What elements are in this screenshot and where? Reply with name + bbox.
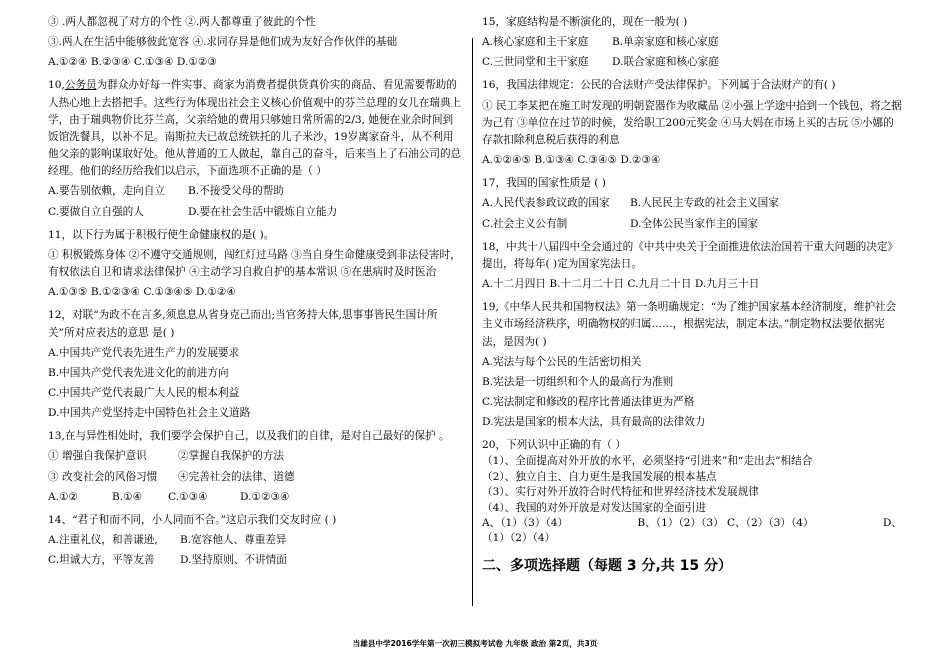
q13-statement-2: ②掌握自我保护的方法 (178, 450, 284, 463)
q17-option-b: B.人民民主专政的社会主义国家 (630, 197, 779, 210)
q12-option-c: C.中国共产党代表最广大人民的根本利益 (48, 386, 240, 399)
q15-option-a: A.核心家庭和主干家庭 (482, 36, 589, 49)
question-15-options-row-1 (482, 34, 902, 51)
question-13-statements-row-1 (48, 448, 463, 465)
question-10-options-row-1 (48, 183, 463, 200)
column-divider (472, 38, 473, 606)
q10-option-a: A.要告别依赖，走向自立 (48, 185, 165, 198)
question-18-stem: 18，中共十八届四中全会通过的《中共中央关于全面推进依法治国若干重大问题的决定》提出，将每年( )定为国家宪法日。 (482, 240, 899, 270)
q10-option-c: C.要做自立自强的人 (48, 205, 144, 218)
question-18-answer-choices: A.十二月四日 B.十二月二十日 C.九月二十日 D.九月三十日 (482, 278, 760, 291)
q17-option-d: D.全体公民当家作主的国家 (630, 217, 759, 230)
q13-statement-3: ③ 改变社会的风俗习惯 (48, 470, 158, 483)
q19-option-b: B.宪法是一切组织和个人的最高行为准则 (482, 375, 674, 388)
q10-option-d: D.要在社会生活中锻炼自立能力 (188, 205, 338, 218)
q13-option-d: D.①②③④ (240, 490, 290, 503)
q20-option-d-continued: （1）（2）（4） (482, 532, 556, 545)
q12-option-d: D.中国共产党坚持走中国特色社会主义道路 (48, 407, 251, 420)
q12-option-a: A.中国共产党代表先进生产力的发展要求 (48, 346, 240, 359)
question-16-stem: 16，我国法律规定：公民的合法财产受法律保护。下列属于合法财产的有( ) (482, 79, 836, 92)
question-16-statements: ① 民工李某把在施工时发现的明朝瓷器作为收藏品 ②小强上学途中拾到一个钱包，将之据为己有 ③单位在过节的时候，发给职工200元奖金 ④马大妈在市场上买的古玩 ⑤小娜的存款扣除利息税后获得的利息 (482, 99, 902, 146)
q15-option-c: C.三世同堂和主干家庭 (482, 56, 589, 69)
question-13-answer-choices (48, 489, 463, 506)
q13-option-b: B.①④ (112, 490, 143, 503)
q14-option-a: A.注重礼仪，和善谦逊, (48, 534, 158, 547)
question-11-stem: 11，以下行为属于积极行使生命健康权的是( )。 (48, 228, 275, 241)
q14-option-b: B.宽容他人、尊重差异 (180, 534, 287, 547)
page-footer: 当雄县中学2016学年第一次初三模拟考试卷 九年级 政治 第2页，共3页 (352, 639, 598, 648)
question-17-options-row-1 (482, 195, 902, 212)
q20-option-d-label: D、 (882, 516, 902, 529)
q19-option-c: C.宪法制定和修改的程序比普通法律更为严格 (482, 395, 695, 408)
question-19-stem: 19,《中华人民共和国物权法》第一条明确规定：“为了维护国家基本经济制度，维护社会主义市场经济秩序，明确物权的归属……，根据宪法，制定本法。”制定物权法要依据宪法，是因为( ) (482, 301, 897, 348)
section-2-heading: 二、多项选择题（每题 3 分,共 15 分） (482, 557, 733, 574)
question-17-stem: 17，我国的国家性质是 ( ) (482, 177, 606, 190)
question-14-options-row-1 (48, 532, 463, 549)
question-10-options-row-2 (48, 204, 463, 221)
q13-statement-4: ④完善社会的法律、道德 (178, 470, 295, 483)
question-14-options-row-2 (48, 552, 463, 569)
question-10-stem: 10,公务员为群众办好每一件实事、商家为消费者提供货真价实的商品、看见需要帮助的人热心地上去搭把手。这些行为体现出社会主义核心价值观中的芬兰总理的女儿在瑞典上学，由于瑞典物价比芬兰高，父亲给她的费用只够她日常所需的2/3, 她便在业余时间到饭馆洗餐具，以补不足。南斯拉夫已故总统铁托的儿子米沙，19岁离家奋斗，从不利用他父亲的影响谋取好处。他从普通的工人做起，靠自己的奋斗，后来当上了石油公司的总经理。他们的经历给我们以启示，下面选项不正确的是（ ） (48, 79, 462, 178)
question-13-stem: 13,在与异性相处时，我们要学会保护自己，以及我们的自律，是对自己最好的保护 。 (48, 430, 450, 443)
q20-statement-1: （1）、全面提高对外开放的水平，必须坚持“引进来”和“走出去”相结合 (482, 455, 813, 468)
right-column (482, 14, 902, 577)
q13-option-c: C.①③④ (168, 490, 208, 503)
question-20-stem: 20，下列认识中正确的有（ ） (482, 439, 626, 452)
q13-option-a: A.①② (48, 490, 79, 503)
question-12-stem: 12，对联“为政不在言多,须息息从省身克己而出;当官务持大体,思事事皆民生国计所关”所对应表达的意思 是( ) (48, 309, 438, 339)
q14-option-c: C.坦诚大方，平等友善 (48, 554, 155, 567)
q19-option-a: A.宪法与每个公民的生活密切相关 (482, 355, 642, 368)
question-11-answer-choices: A.①③⑤ B.①②③④ C.①③④⑤ D.①②④ (48, 286, 236, 299)
q9-option-line-1: ③ .两人都忽视了对方的个性 ②.两人都尊重了彼此的个性 (48, 16, 316, 28)
question-16-answer-choices: A.①②④⑤ B.①③④ C.③④⑤ D.②③④ (482, 154, 661, 167)
q20-option-a: A、（1）（3）（4） (482, 516, 569, 529)
q15-option-b: B.单亲家庭和核心家庭 (612, 36, 719, 49)
question-13-statements-row-2 (48, 469, 463, 486)
q14-option-d: D.坚持原则、不讲情面 (180, 554, 287, 567)
q20-statement-3: （3）、实行对外开放符合时代特征和世界经济技术发展规律 (482, 486, 759, 499)
q20-statement-4: （4）、我国的对外开放是对发达国家的全面引进 (482, 501, 706, 514)
q15-option-d: D.联合家庭和核心家庭 (612, 56, 719, 69)
question-15-options-row-2 (482, 54, 902, 71)
question-11-statements: ① 积极锻炼身体 ②不遵守交通规则，闯红灯过马路 ③当自身生命健康受到非法侵害时，有权依法自卫和请求法律保护 ④主动学习自救自护的基本常识 ⑤在患病时及时医治 (48, 248, 461, 279)
q9-option-line-2: ③.两人在生活中能够彼此宽容 ④.求同存异是他们成为友好合作伙伴的基础 (48, 36, 398, 49)
q19-option-d: D.宪法是国家的根本大法，具有最高的法律效力 (482, 416, 706, 429)
q20-option-b-c: B、（1）（2）（3） C、（2）（3）（4） (637, 516, 814, 529)
q17-option-a: A.人民代表参政议政的国家 (482, 197, 610, 210)
question-17-options-row-2 (482, 216, 902, 233)
q10-option-b: B.不接受父母的帮助 (188, 185, 284, 198)
left-column (48, 14, 463, 569)
q9-answer-choices: A.①②④ B.②③④ C.①③④ D.①②③ (48, 56, 217, 69)
q12-option-b: B.中国共产党代表先进文化的前进方向 (48, 366, 229, 379)
question-14-stem: 14、“君子和而不同，小人同而不合。”这启示我们交友时应 ( ) (48, 513, 337, 526)
q17-option-c: C.社会主义公有制 (482, 217, 568, 230)
q20-statement-2: （2）、独立自主、自力更生是我国发展的根本基点 (482, 470, 717, 483)
q13-statement-1: ① 增强自我保护意识 (48, 450, 147, 463)
question-15-stem: 15，家庭结构是不断演化的，现在一般为( ) (482, 16, 688, 28)
question-20-answer-choices (482, 516, 902, 531)
